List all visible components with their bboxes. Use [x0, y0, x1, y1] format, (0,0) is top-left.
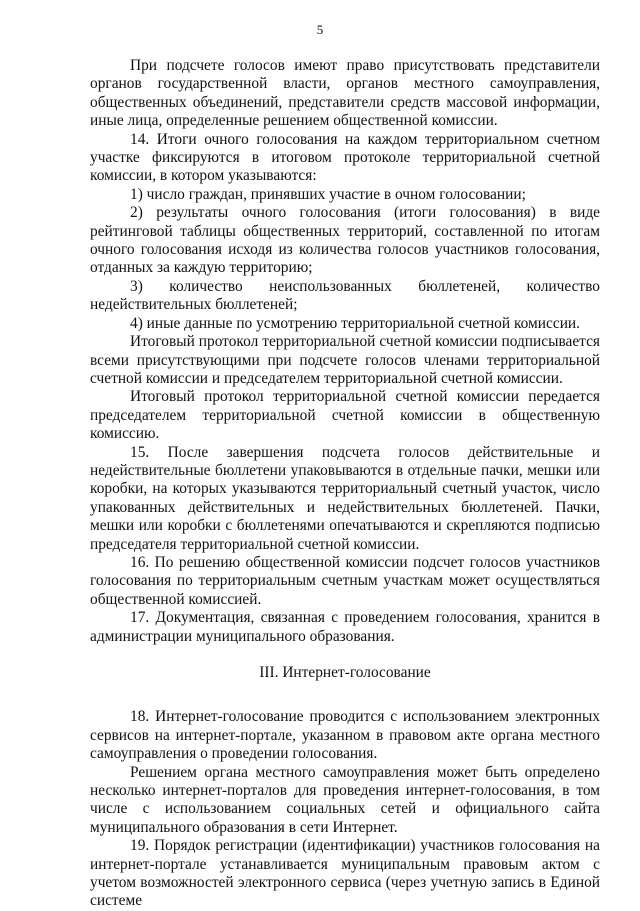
page-number: 5: [316, 22, 324, 37]
list-item-2: 2) результаты очного голосования (итоги голосования) в виде рейтинговой таблицы общественных территорий, составленной по итогам очного голосования исходя из количества голосов участников голосования, отданных за каждую территорию;: [90, 204, 600, 277]
section-heading: III. Интернет-голосование: [259, 664, 431, 681]
paragraph-item-16: 16. По решению общественной комиссии подсчет голосов участников голосования по территориальным счетным участкам может осуществляться общественной комиссией.: [90, 553, 600, 608]
paragraph-item-19: 19. Порядок регистрации (идентификации) участников голосования на интернет-портале устанавливается муниципальным правовым актом с учетом возможностей электронного сервиса (через учетную запись в Единой системе: [90, 837, 600, 910]
paragraph-portals: Решением органа местного самоуправления может быть определено несколько интернет-порталов для проведения интернет-голосования, в том числе с использованием социальных сетей и официального сайта муниципального образования в сети Интернет.: [90, 763, 600, 836]
list-item-4: 4) иные данные по усмотрению территориальной счетной комиссии.: [130, 314, 581, 332]
list-item-3: 3) количество неиспользованных бюллетеней, количество недействительных бюллетеней;: [90, 277, 600, 314]
paragraph-item-17: 17. Документация, связанная с проведением голосования, хранится в администрации муниципального образования.: [90, 609, 600, 645]
paragraph-item-14: 14. Итоги очного голосования на каждом территориальном счетном участке фиксируются в итоговом протоколе территориальной счетной комиссии, в котором указываются:: [90, 130, 600, 185]
paragraph-item-18: 18. Интернет-голосование проводится с использованием электронных сервисов на интернет-портале, указанном в правовом акте органа местного самоуправления о проведении голосования.: [90, 708, 600, 763]
list-item-1: 1) число граждан, принявших участие в очном голосовании;: [130, 185, 526, 203]
document-body: [90, 57, 600, 911]
paragraph-observers: При подсчете голосов имеют право присутствовать представители органов государственной власти, органов местного самоуправления, общественных объединений, представители средств массовой информации, иные лица, определенные решением общественной комиссии.: [90, 57, 600, 130]
paragraph-protocol-transfer: Итоговый протокол территориальной счетной комиссии передается председателем территориальной счетной комиссии в общественную комиссию.: [90, 388, 600, 443]
paragraph-item-15: 15. После завершения подсчета голосов действительные и недействительные бюллетени упаковываются в отдельные пачки, мешки или коробки, на которых указываются территориальный счетный участок, число упакованных действительных и недействительных бюллетеней. Пачки, мешки или коробки с бюллетенями опечатываются и скрепляются подписью председателя территориальной счетной комиссии.: [90, 443, 600, 553]
paragraph-protocol-signing: Итоговый протокол территориальной счетной комиссии подписывается всеми присутствующими при подсчете голосов членами территориальной счетной комиссии и председателем территориальной счетной комиссии.: [90, 333, 600, 387]
